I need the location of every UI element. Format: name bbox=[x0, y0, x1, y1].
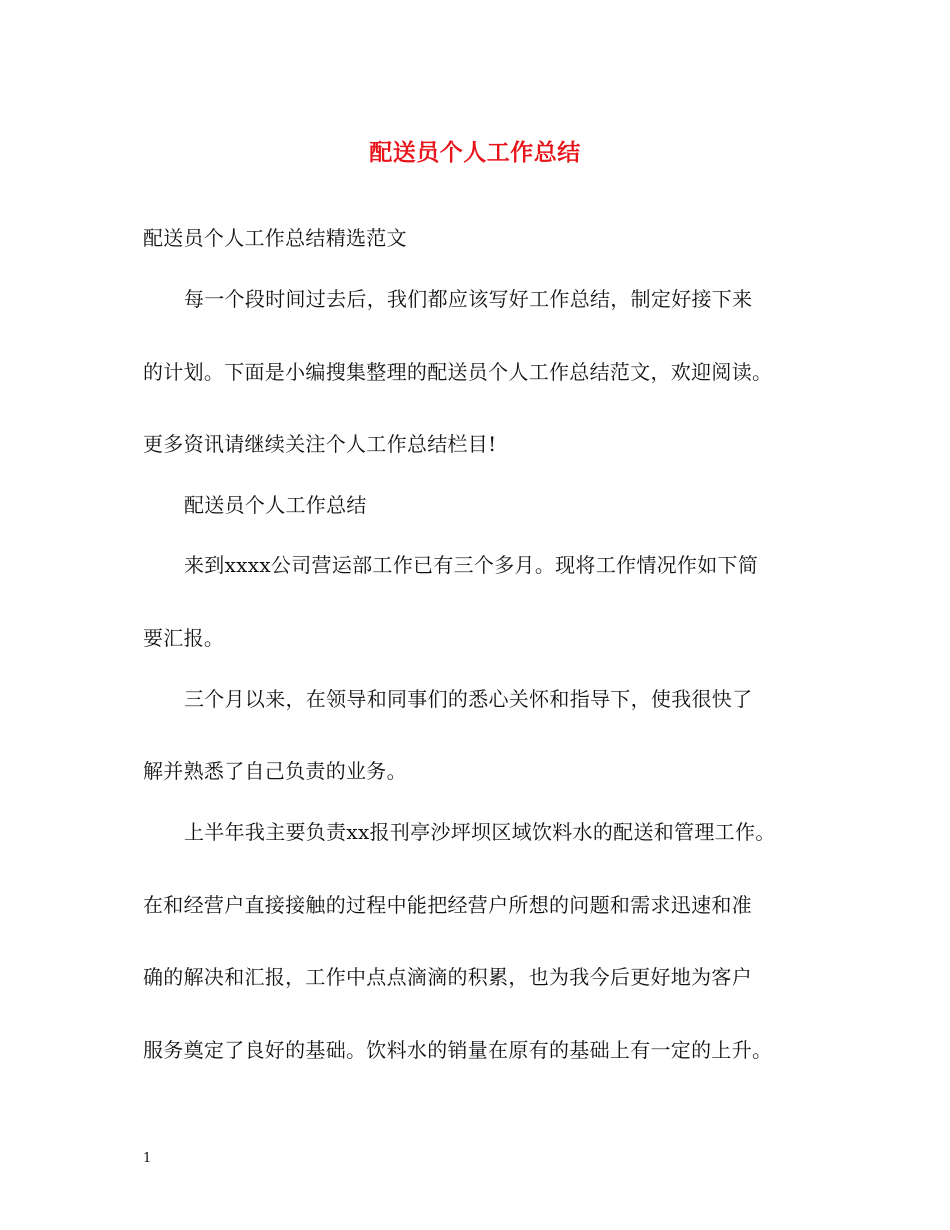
paragraph-line: 要汇报。 bbox=[143, 626, 225, 650]
paragraph-line: 来到xxxx公司营运部工作已有三个多月。现将工作情况作如下简 bbox=[184, 553, 759, 577]
paragraph-line: 服务奠定了良好的基础。饮料水的销量在原有的基础上有一定的上升。 bbox=[143, 1038, 773, 1062]
paragraph-line: 解并熟悉了自己负责的业务。 bbox=[143, 759, 407, 783]
section-heading: 配送员个人工作总结 bbox=[184, 493, 367, 517]
document-title: 配送员个人工作总结 bbox=[369, 139, 581, 166]
paragraph-line: 更多资讯请继续关注个人工作总结栏目! bbox=[143, 432, 497, 456]
paragraph-line: 每一个段时间过去后，我们都应该写好工作总结，制定好接下来 bbox=[184, 287, 753, 311]
paragraph-line: 确的解决和汇报，工作中点点滴滴的积累，也为我今后更好地为客户 bbox=[143, 965, 752, 989]
paragraph-line: 三个月以来，在领导和同事们的悉心关怀和指导下，使我很快了 bbox=[184, 687, 753, 711]
subtitle-line: 配送员个人工作总结精选范文 bbox=[143, 226, 407, 250]
page-number: 1 bbox=[143, 1151, 152, 1166]
paragraph-line: 上半年我主要负责xx报刊亭沙坪坝区域饮料水的配送和管理工作。 bbox=[184, 820, 776, 844]
paragraph-line: 的计划。下面是小编搜集整理的配送员个人工作总结范文，欢迎阅读。 bbox=[143, 360, 773, 384]
paragraph-line: 在和经营户直接接触的过程中能把经营户所想的问题和需求迅速和准 bbox=[143, 893, 752, 917]
